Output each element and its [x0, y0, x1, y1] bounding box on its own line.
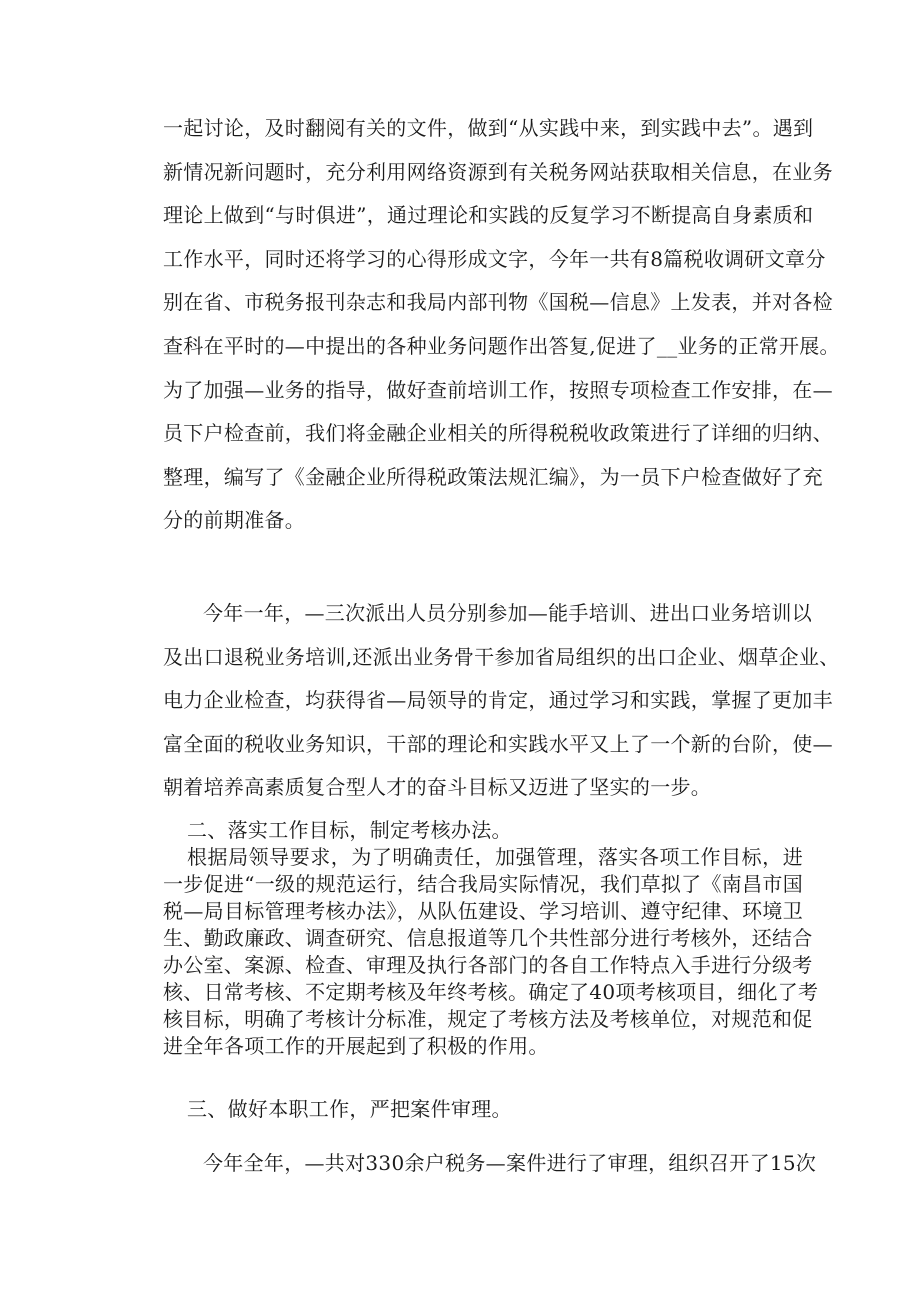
paragraph-study-practice [163, 107, 840, 543]
text-line: 今年全年，—共对330余户税务—案件进行了审理，组织召开了15次 [203, 1151, 817, 1175]
paragraph-case-review [163, 1142, 817, 1186]
text-line: 朝着培养高素质复合型人才的奋斗目标又迈进了坚实的一步。 [163, 775, 712, 800]
text-line: 核、日常考核、不定期考核及年终考核。确定了40项考核项目，细化了考 [163, 980, 819, 1004]
text-line: 电力企业检查，均获得省—局领导的肯定，通过学习和实践，掌握了更加丰 [163, 688, 833, 713]
text-line: 一步促进“一级的规范运行，结合我局实际情况，我们草拟了《南昌市国 [163, 872, 803, 896]
text-line: 为了加强—业务的指导，做好查前培训工作，按照专项检查工作安排，在— [163, 377, 833, 402]
text-line: 一起讨论，及时翻阅有关的文件，做到“从实践中来，到实践中去”。遇到 [163, 116, 814, 140]
paragraph-training [163, 592, 840, 810]
text-line: 根据局领导要求，为了明确责任，加强管理，落实各项工作目标，进 [187, 845, 803, 869]
text-line: 员下户检查前，我们将金融企业相关的所得税税收政策进行了详细的归纳、 [163, 421, 833, 446]
text-line: 今年一年，—三次派出人员分别参加—能手培训、进出口业务培训以 [203, 601, 812, 625]
text-line: 分的前期准备。 [163, 508, 306, 533]
text-line: 税—局目标管理考核办法》，从队伍建设、学习培训、遵守纪律、环境卫 [163, 899, 803, 923]
heading-text: 三、做好本职工作，严把案件审理。 [187, 1097, 512, 1121]
text-line: 富全面的税收业务知识，干部的理论和实践水平又上了一个新的台阶，使— [163, 731, 833, 756]
heading-text: 二、落实工作目标，制定考核办法。 [187, 818, 512, 842]
text-line: 核目标，明确了考核计分标准，规定了考核方法及考核单位，对规范和促 [163, 1007, 813, 1031]
text-line: 查科在平时的—中提出的各种业务问题作出答复,促进了__业务的正常开展。 [163, 333, 840, 358]
text-line: 生、勤政廉政、调查研究、信息报道等几个共性部分进行考核外，还结合 [163, 926, 813, 950]
text-line: 别在省、市税务报刊杂志和我局内部刊物《国税—信息》上发表，并对各检 [163, 290, 833, 315]
text-line: 及出口退税业务培训,还派出业务骨干参加省局组织的出口企业、烟草企业、 [163, 644, 840, 669]
text-line: 新情况新问题时，充分利用网络资源到有关税务网站获取相关信息，在业务 [163, 159, 833, 184]
text-line: 工作水平，同时还将学习的心得形成文字，今年一共有8篇税收调研文章分 [163, 246, 826, 271]
text-line: 理论上做到“与时俱进”，通过理论和实践的反复学习不断提高自身素质和 [163, 203, 814, 228]
paragraph-assessment [163, 844, 819, 1060]
text-line: 办公室、案源、检查、审理及执行各部门的各自工作特点入手进行分级考 [163, 953, 813, 977]
text-line: 整理，编写了《金融企业所得税政策法规汇编》，为一员下户检查做好了充 [163, 464, 823, 489]
section-heading-2 [163, 817, 803, 844]
text-line: 进全年各项工作的开展起到了积极的作用。 [163, 1034, 549, 1058]
section-heading-3 [163, 1088, 803, 1132]
